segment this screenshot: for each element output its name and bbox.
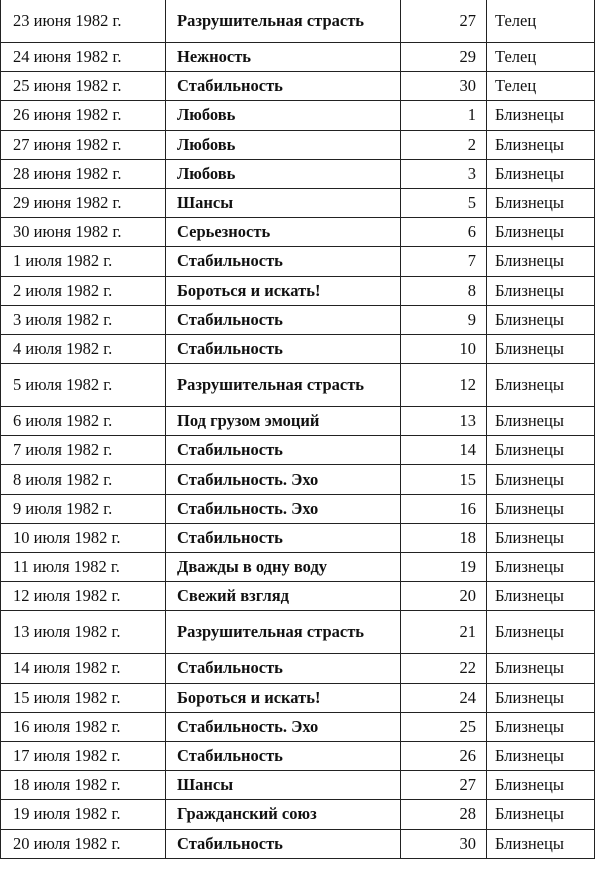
lunar-day-cell: 5 <box>401 188 487 217</box>
zodiac-sign-cell: Близнецы <box>487 582 595 611</box>
date-cell: 26 июня 1982 г. <box>1 101 166 130</box>
date-cell: 28 июня 1982 г. <box>1 159 166 188</box>
zodiac-sign-cell: Близнецы <box>487 494 595 523</box>
name-cell: Нежность <box>166 43 401 72</box>
zodiac-sign-cell: Близнецы <box>487 465 595 494</box>
lunar-day-cell: 8 <box>401 276 487 305</box>
name-cell: Разрушительная страсть <box>166 364 401 407</box>
lunar-day-cell: 27 <box>401 0 487 43</box>
zodiac-sign-cell: Близнецы <box>487 771 595 800</box>
zodiac-sign-cell: Близнецы <box>487 800 595 829</box>
date-cell: 18 июля 1982 г. <box>1 771 166 800</box>
date-cell: 25 июня 1982 г. <box>1 72 166 101</box>
zodiac-sign-cell: Близнецы <box>487 741 595 770</box>
zodiac-sign-cell: Близнецы <box>487 553 595 582</box>
table-row <box>1 305 595 334</box>
lunar-day-cell: 19 <box>401 553 487 582</box>
zodiac-sign-cell: Близнецы <box>487 334 595 363</box>
name-cell: Свежий взгляд <box>166 582 401 611</box>
table-body <box>1 0 595 858</box>
table-row <box>1 218 595 247</box>
date-cell: 19 июля 1982 г. <box>1 800 166 829</box>
lunar-day-cell: 26 <box>401 741 487 770</box>
lunar-day-cell: 3 <box>401 159 487 188</box>
date-cell: 27 июня 1982 г. <box>1 130 166 159</box>
name-cell: Стабильность <box>166 829 401 858</box>
table-row <box>1 465 595 494</box>
zodiac-sign-cell: Близнецы <box>487 611 595 654</box>
name-cell: Гражданский союз <box>166 800 401 829</box>
zodiac-sign-cell: Близнецы <box>487 130 595 159</box>
lunar-day-cell: 27 <box>401 771 487 800</box>
date-cell: 7 июля 1982 г. <box>1 436 166 465</box>
zodiac-sign-cell: Близнецы <box>487 159 595 188</box>
zodiac-sign-cell: Близнецы <box>487 305 595 334</box>
table-row <box>1 364 595 407</box>
date-cell: 2 июля 1982 г. <box>1 276 166 305</box>
zodiac-sign-cell: Близнецы <box>487 247 595 276</box>
table-row <box>1 72 595 101</box>
lunar-day-cell: 12 <box>401 364 487 407</box>
date-cell: 11 июля 1982 г. <box>1 553 166 582</box>
lunar-day-cell: 14 <box>401 436 487 465</box>
date-cell: 5 июля 1982 г. <box>1 364 166 407</box>
date-cell: 3 июля 1982 г. <box>1 305 166 334</box>
date-cell: 20 июля 1982 г. <box>1 829 166 858</box>
lunar-day-cell: 21 <box>401 611 487 654</box>
lunar-day-cell: 28 <box>401 800 487 829</box>
zodiac-sign-cell: Близнецы <box>487 218 595 247</box>
table-row <box>1 712 595 741</box>
table-row <box>1 101 595 130</box>
date-cell: 12 июля 1982 г. <box>1 582 166 611</box>
name-cell: Стабильность <box>166 305 401 334</box>
zodiac-sign-cell: Близнецы <box>487 829 595 858</box>
date-cell: 29 июня 1982 г. <box>1 188 166 217</box>
lunar-day-cell: 18 <box>401 523 487 552</box>
lunar-day-cell: 20 <box>401 582 487 611</box>
name-cell: Стабильность <box>166 334 401 363</box>
lunar-day-cell: 24 <box>401 683 487 712</box>
name-cell: Стабильность <box>166 741 401 770</box>
date-cell: 17 июля 1982 г. <box>1 741 166 770</box>
lunar-day-cell: 15 <box>401 465 487 494</box>
table-row <box>1 654 595 683</box>
table-row <box>1 494 595 523</box>
name-cell: Стабильность. Эхо <box>166 712 401 741</box>
table-row <box>1 276 595 305</box>
lunar-day-cell: 6 <box>401 218 487 247</box>
date-cell: 10 июля 1982 г. <box>1 523 166 552</box>
table-row <box>1 800 595 829</box>
date-cell: 4 июля 1982 г. <box>1 334 166 363</box>
name-cell: Разрушительная страсть <box>166 0 401 43</box>
table-row <box>1 407 595 436</box>
lunar-day-cell: 22 <box>401 654 487 683</box>
zodiac-sign-cell: Телец <box>487 0 595 43</box>
lunar-day-cell: 29 <box>401 43 487 72</box>
table-row <box>1 553 595 582</box>
date-cell: 8 июля 1982 г. <box>1 465 166 494</box>
name-cell: Шансы <box>166 188 401 217</box>
date-cell: 14 июля 1982 г. <box>1 654 166 683</box>
zodiac-sign-cell: Близнецы <box>487 712 595 741</box>
lunar-day-cell: 10 <box>401 334 487 363</box>
date-cell: 23 июня 1982 г. <box>1 0 166 43</box>
name-cell: Стабильность <box>166 523 401 552</box>
zodiac-sign-cell: Близнецы <box>487 276 595 305</box>
name-cell: Стабильность. Эхо <box>166 494 401 523</box>
date-cell: 9 июля 1982 г. <box>1 494 166 523</box>
zodiac-sign-cell: Близнецы <box>487 436 595 465</box>
table-row <box>1 188 595 217</box>
table-row <box>1 683 595 712</box>
date-cell: 24 июня 1982 г. <box>1 43 166 72</box>
lunar-day-cell: 9 <box>401 305 487 334</box>
name-cell: Стабильность. Эхо <box>166 465 401 494</box>
table-row <box>1 436 595 465</box>
zodiac-sign-cell: Телец <box>487 43 595 72</box>
name-cell: Любовь <box>166 130 401 159</box>
table-row <box>1 334 595 363</box>
table-row <box>1 247 595 276</box>
table-row <box>1 523 595 552</box>
lunar-day-cell: 13 <box>401 407 487 436</box>
date-cell: 6 июля 1982 г. <box>1 407 166 436</box>
date-cell: 15 июля 1982 г. <box>1 683 166 712</box>
zodiac-sign-cell: Близнецы <box>487 523 595 552</box>
zodiac-sign-cell: Близнецы <box>487 683 595 712</box>
name-cell: Разрушительная страсть <box>166 611 401 654</box>
zodiac-sign-cell: Близнецы <box>487 101 595 130</box>
name-cell: Серьезность <box>166 218 401 247</box>
lunar-day-cell: 16 <box>401 494 487 523</box>
name-cell: Стабильность <box>166 654 401 683</box>
name-cell: Бороться и искать! <box>166 683 401 712</box>
lunar-day-cell: 2 <box>401 130 487 159</box>
name-cell: Любовь <box>166 101 401 130</box>
lunar-day-cell: 30 <box>401 829 487 858</box>
lunar-day-cell: 25 <box>401 712 487 741</box>
table-row <box>1 43 595 72</box>
zodiac-sign-cell: Близнецы <box>487 364 595 407</box>
lunar-day-cell: 7 <box>401 247 487 276</box>
date-cell: 13 июля 1982 г. <box>1 611 166 654</box>
name-cell: Стабильность <box>166 72 401 101</box>
table-row <box>1 130 595 159</box>
name-cell: Шансы <box>166 771 401 800</box>
zodiac-sign-cell: Телец <box>487 72 595 101</box>
name-cell: Бороться и искать! <box>166 276 401 305</box>
zodiac-sign-cell: Близнецы <box>487 188 595 217</box>
name-cell: Стабильность <box>166 436 401 465</box>
name-cell: Под грузом эмоций <box>166 407 401 436</box>
lunar-day-cell: 1 <box>401 101 487 130</box>
lunar-day-cell: 30 <box>401 72 487 101</box>
name-cell: Дважды в одну воду <box>166 553 401 582</box>
table-row <box>1 741 595 770</box>
table-row <box>1 611 595 654</box>
name-cell: Стабильность <box>166 247 401 276</box>
date-cell: 16 июля 1982 г. <box>1 712 166 741</box>
table-row <box>1 0 595 43</box>
zodiac-sign-cell: Близнецы <box>487 654 595 683</box>
name-cell: Любовь <box>166 159 401 188</box>
table-row <box>1 829 595 858</box>
table-row <box>1 582 595 611</box>
table-row <box>1 771 595 800</box>
date-cell: 1 июля 1982 г. <box>1 247 166 276</box>
zodiac-sign-cell: Близнецы <box>487 407 595 436</box>
date-cell: 30 июня 1982 г. <box>1 218 166 247</box>
table-row <box>1 159 595 188</box>
